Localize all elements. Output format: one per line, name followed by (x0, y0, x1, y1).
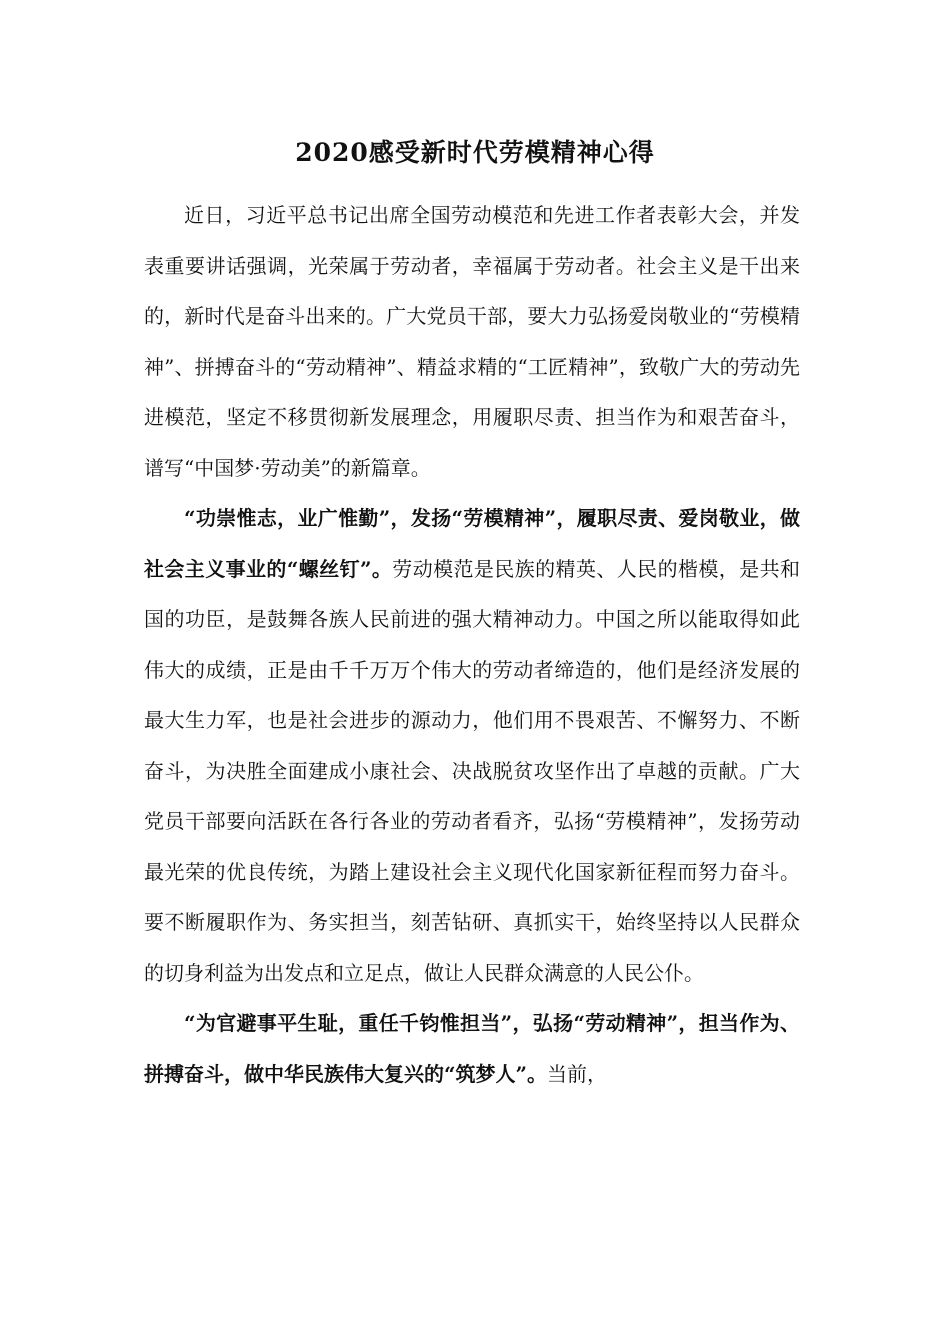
paragraph-labor-model-spirit (144, 493, 800, 998)
paragraph-lead: “为官避事平生耻，重任千钧惟担当”，弘扬“劳动精神”，担当作为、拼搏奋斗，做中华民族伟大复兴的“筑梦人”。 (144, 1011, 800, 1086)
paragraph-text: 当前， (547, 1061, 608, 1086)
paragraph-labor-spirit (144, 998, 800, 1099)
document-title: 2020感受新时代劳模精神心得 (295, 138, 655, 167)
document-body (144, 190, 800, 1099)
paragraph-text: 劳动模范是民族的精英、人民的楷模，是共和国的功臣，是鼓舞各族人民前进的强大精神动力。中国之所以能取得如此伟大的成绩，正是由千千万万个伟大的劳动者缔造的，他们是经济发展的最大生力军，也是社会进步的源动力，他们用不畏艰苦、不懈努力、不断奋斗，为决胜全面建成小康社会、决战脱贫攻坚作出了卓越的贡献。广大党员干部要向活跃在各行各业的劳动者看齐，弘扬“劳模精神”，发扬劳动最光荣的优良传统，为踏上建设社会主义现代化国家新征程而努力奋斗。要不断履职作为、务实担当，刻苦钻研、真抓实干，始终坚持以人民群众的切身利益为出发点和立足点，做让人民群众满意的人民公仆。 (144, 556, 801, 985)
paragraph-text: 近日，习近平总书记出席全国劳动模范和先进工作者表彰大会，并发表重要讲话强调，光荣属于劳动者，幸福属于劳动者。社会主义是干出来的，新时代是奋斗出来的。广大党员干部，要大力弘扬爱岗敬业的“劳模精神”、拼搏奋斗的“劳动精神”、精益求精的“工匠精神”，致敬广大的劳动先进模范，坚定不移贯彻新发展理念，用履职尽责、担当作为和艰苦奋斗，谱写“中国梦·劳动美”的新篇章。 (144, 203, 800, 480)
paragraph-intro (144, 190, 800, 493)
paragraph-lead: “功崇惟志，业广惟勤”，发扬“劳模精神”，履职尽责、爱岗敬业，做社会主义事业的“螺丝钉”。 (144, 506, 800, 581)
